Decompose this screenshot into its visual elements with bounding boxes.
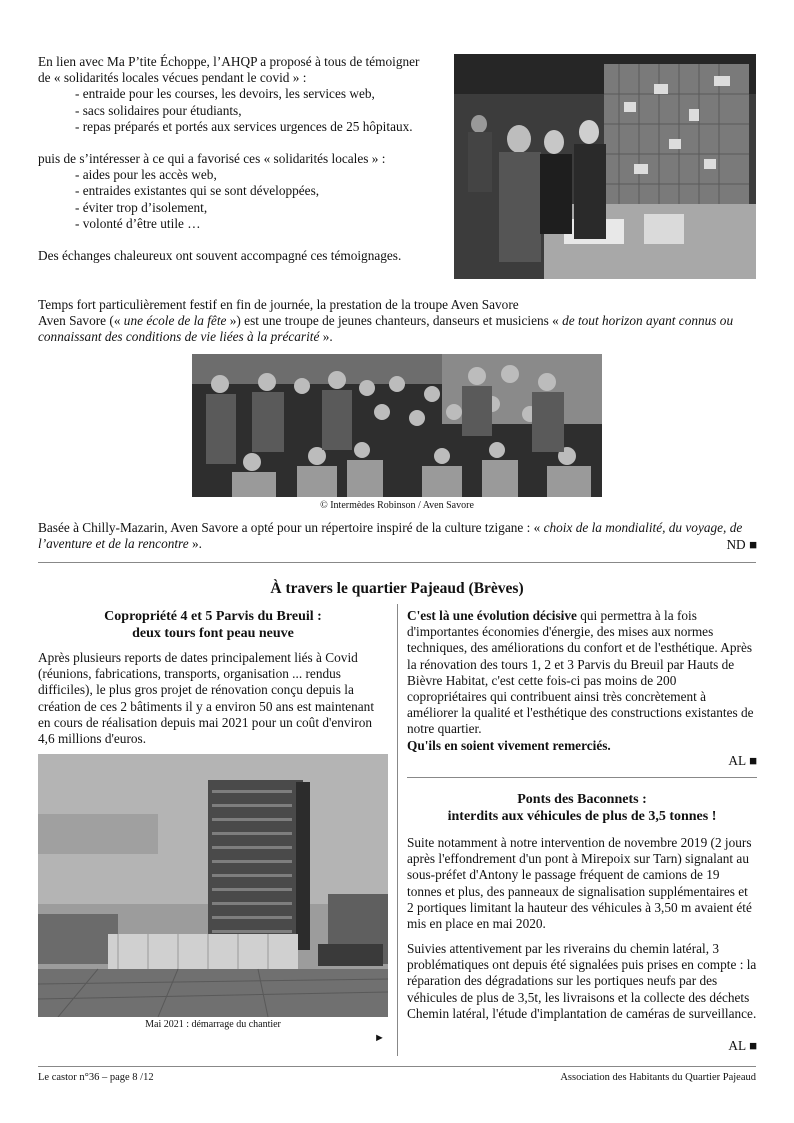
aven-desc-quote: de tout horizon ayant connus ou connaissant des conditions de vie liées à la précarité: [38, 313, 734, 345]
continue-arrow: ►: [374, 1032, 385, 1044]
signature-nd: ND ■: [726, 537, 757, 552]
aven-desc-part: ».: [319, 329, 333, 345]
copro-body: Après plusieurs reports de dates principalement liés à Covid (réunions, fabrications, transports, organisation ... rendus difficiles), le plus gros projet de rénovation conçu depuis la création de ces 2 bâtiments il y a environ 50 ans est maintenant en cours de réalisation depuis mai 2021 pour un coût d'environ 4,6 millions d'euros.: [38, 650, 375, 747]
exhibition-photo: [454, 54, 756, 279]
section-divider: [38, 562, 756, 563]
intro-list-item: - volonté d’être utile …: [75, 215, 201, 231]
troupe-photo-caption: © Intermèdes Robinson / Aven Savore: [320, 500, 474, 511]
tower-photo: [38, 754, 388, 1017]
ponts-title-line: interdits aux véhicules de plus de 3,5 tonnes !: [447, 809, 717, 824]
copro-highlight: C'est là une évolution décisive: [407, 608, 577, 623]
intro-list-item: - repas préparés et portés aux services urgences de 25 hôpitaux.: [75, 118, 413, 134]
ponts-title: [407, 791, 757, 825]
intro-list-item: - sacs solidaires pour étudiants,: [75, 102, 242, 118]
right-divider: [407, 777, 757, 778]
column-divider: [397, 604, 398, 1056]
aven-rep-part: Basée à Chilly-Mazarin, Aven Savore a opté pour un répertoire inspiré de la culture tzigane : «: [38, 520, 544, 535]
footer-divider: [38, 1066, 756, 1067]
intro-line: En lien avec Ma P’tite Échoppe, l’AHQP a proposé à tous de témoigner: [38, 54, 420, 69]
intro-line: de « solidarités locales vécues pendant le covid » :: [38, 70, 307, 86]
copro-title-line: Copropriété 4 et 5 Parvis du Breuil :: [104, 609, 322, 624]
exhibition-photo-image: [454, 54, 756, 279]
copro-thanks: Qu'ils en soient vivement remerciés.: [407, 737, 611, 753]
aven-desc-part: ») est une troupe de jeunes chanteurs, danseurs et musiciens «: [226, 313, 563, 328]
aven-intro: Temps fort particulièrement festif en fin de journée, la prestation de la troupe Aven Savore: [38, 297, 519, 312]
signature-al-1: AL ■: [728, 753, 757, 768]
intro-list-item: - entraides existantes qui se sont développées,: [75, 183, 320, 199]
intro-line: Des échanges chaleureux ont souvent accompagné ces témoignages.: [38, 248, 402, 264]
footer-right: Association des Habitants du Quartier Pajeaud: [560, 1072, 756, 1083]
ponts-title-line: Ponts des Baconnets :: [517, 792, 647, 807]
breves-heading: À travers le quartier Pajeaud (Brèves): [270, 580, 524, 597]
intro-block: [38, 54, 448, 264]
aven-repertoire: [38, 520, 758, 552]
troupe-photo: [192, 354, 602, 497]
troupe-photo-image: [192, 354, 602, 497]
intro-list-item: - aides pour les accès web,: [75, 167, 217, 183]
intro-line: puis de s’intéresser à ce qui a favorisé ces « solidarités locales » :: [38, 151, 386, 167]
aven-description: [38, 313, 758, 345]
signature-al-2: AL ■: [728, 1038, 757, 1053]
intro-list-item: - éviter trop d’isolement,: [75, 199, 208, 215]
copro-title-line: deux tours font peau neuve: [132, 626, 294, 641]
ponts-body-2: Suivies attentivement par les riverains du chemin latéral, 3 problématiques ont depuis été signalées puis prises en compte : la réparation des dégradations sur les portiques neufs par des véhicules de plus de 3,5t, les livraisons et la collecte des déchets Chemin latéral, l'étude d'implantation de caméras de surveillance.: [407, 941, 757, 1021]
aven-rep-part: ».: [188, 536, 202, 552]
ponts-body-1: Suite notamment à notre intervention de novembre 2019 (2 jours après l'effondrement d'un pont à Mirepoix sur Tarn) signalant au sous-préfet d'Antony le passage fréquent de camions de 19 tonnes et plus, des panneaux de signalisation supplémentaires et 2 portiques limitant la hauteur des véhicules à 3,50 m avaient été mis en place en mai 2020.: [407, 835, 752, 932]
footer-left: Le castor n°36 – page 8 /12: [38, 1072, 154, 1083]
tower-photo-image: [38, 754, 388, 1017]
aven-rep-quote: choix de la mondialité, du voyage, de l’aventure et de la rencontre: [38, 520, 743, 552]
copro-continued-text: qui permettra à la fois d'importantes économies d'énergie, des mises aux normes techniques, des améliorations du confort et de l'esthétique. Après la rénovation des tours 1, 2 et 3 Parvis du Breuil par Hauts de Bièvre Habitat, c'est cette fois-ci pas moins de 200 copropriétaires qui contribuent ainsi très concrètement à améliorer la qualité et l'esthétique des constructions existantes de notre quartier.: [407, 608, 754, 737]
aven-desc-quote: une école de la fête: [123, 313, 227, 328]
copro-continued: [407, 608, 757, 754]
copro-title: [38, 608, 388, 642]
aven-desc-part: Aven Savore («: [38, 313, 124, 328]
intro-list-item: - entraide pour les courses, les devoirs, les services web,: [75, 86, 375, 102]
tower-photo-caption: Mai 2021 : démarrage du chantier: [145, 1019, 281, 1030]
